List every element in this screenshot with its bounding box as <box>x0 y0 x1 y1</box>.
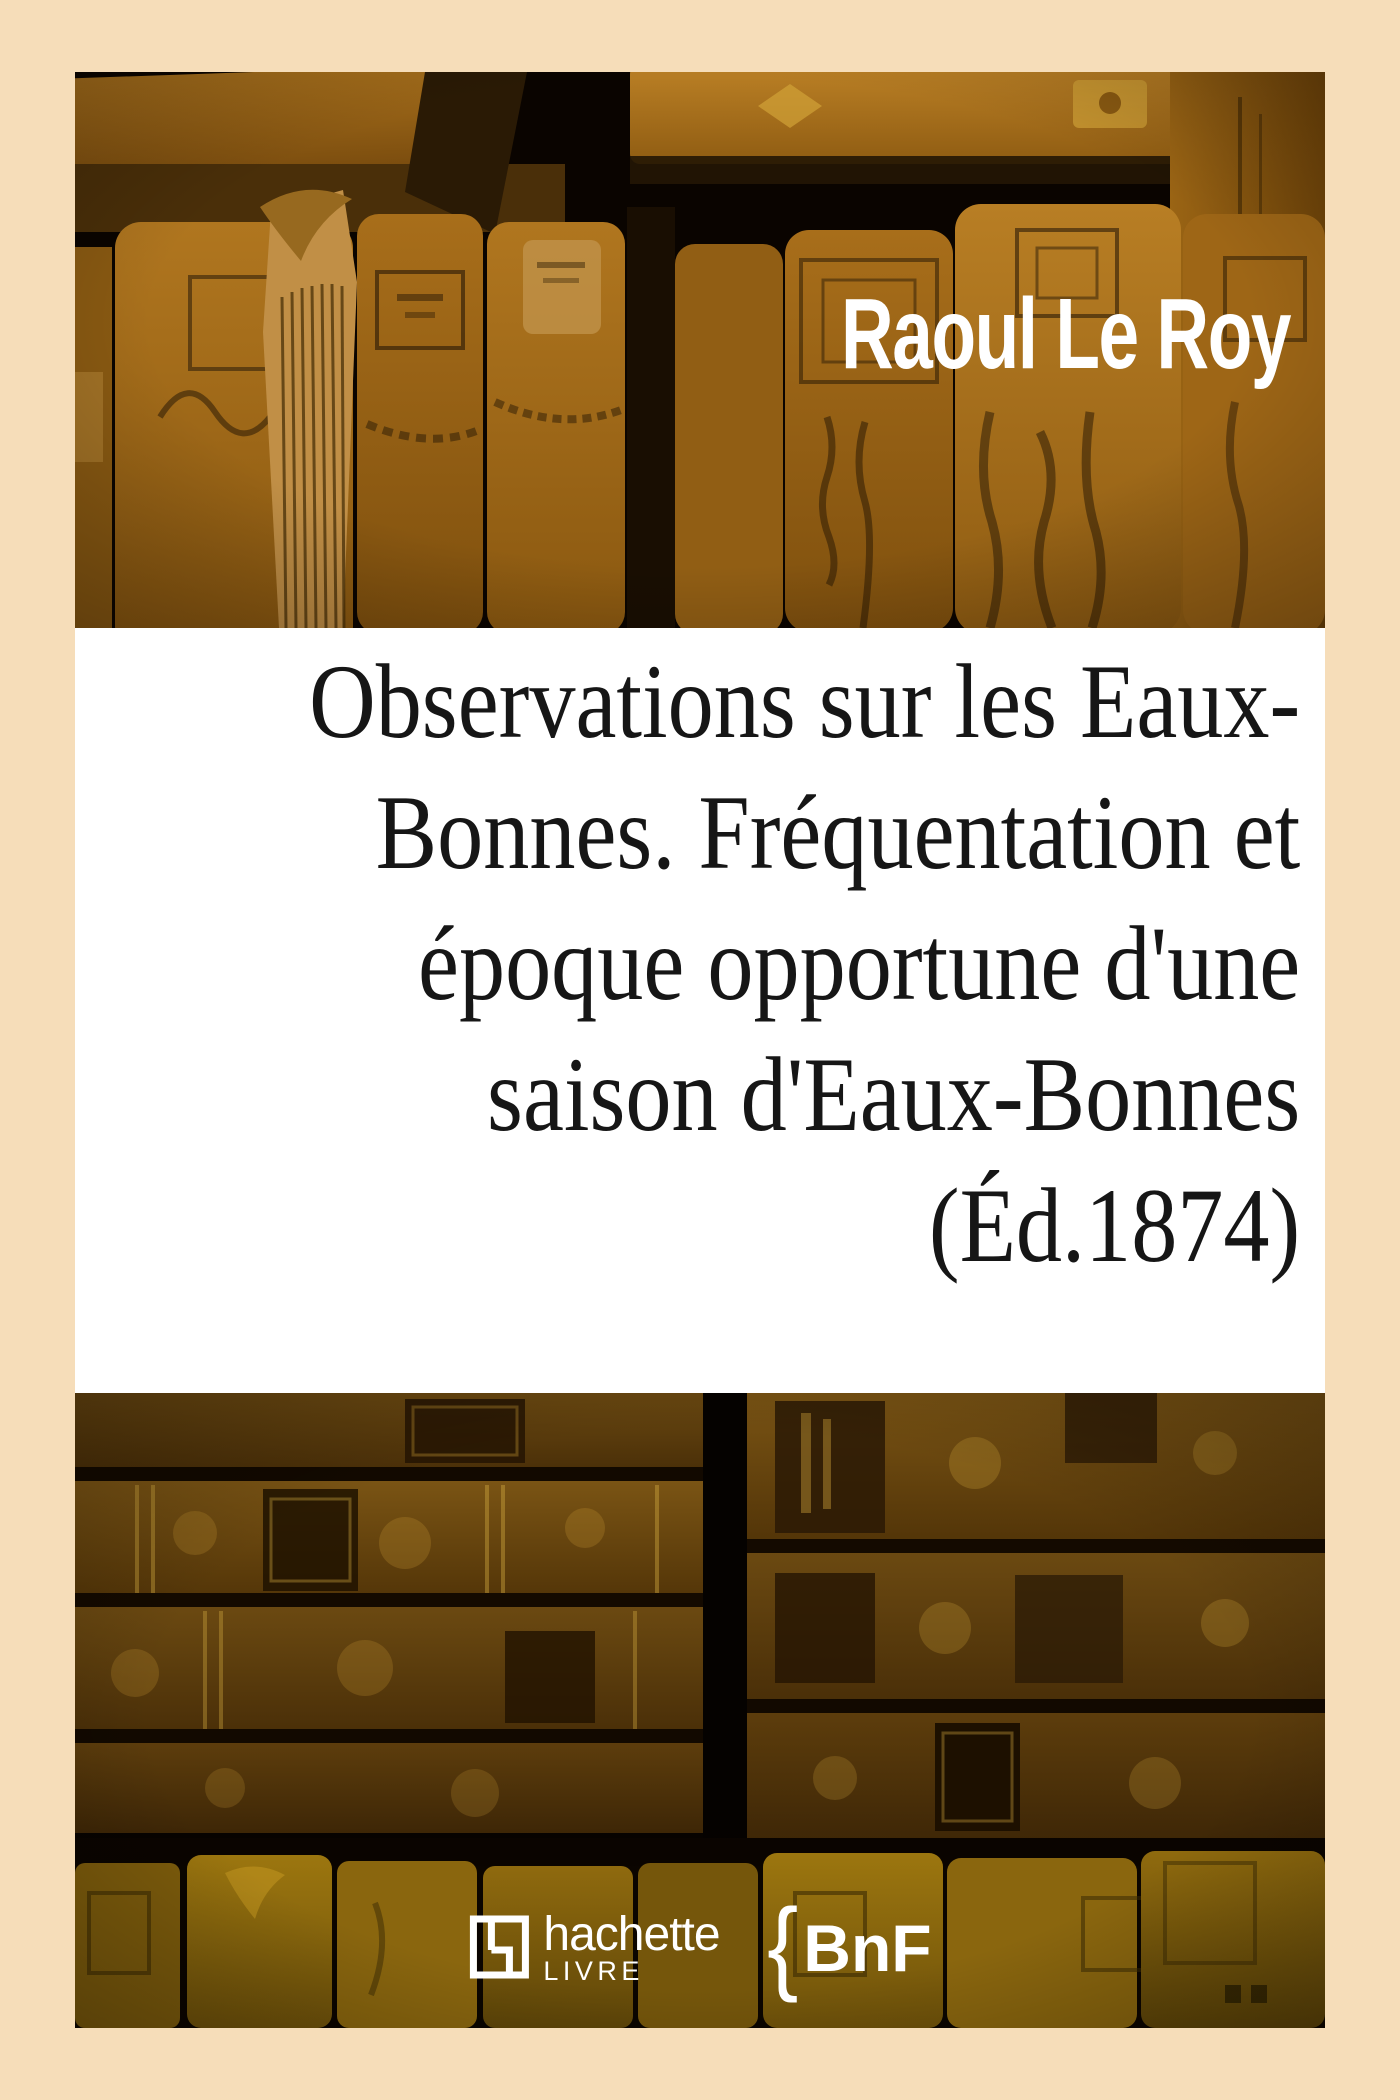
bnf-wordmark: BnF <box>803 1911 932 1985</box>
author-name: Raoul Le Roy <box>841 278 1290 390</box>
book-title <box>309 636 1300 1291</box>
book-cover <box>75 72 1325 2028</box>
title-band <box>75 628 1325 1393</box>
title-line: Bonnes. Fréquentation et <box>375 774 1300 891</box>
title-line: Observations sur les Eaux- <box>308 643 1300 760</box>
title-line: saison d'Eaux-Bonnes <box>486 1036 1301 1153</box>
bnf-bracket-icon: { <box>767 1888 799 2004</box>
publisher-name: hachette <box>543 1908 720 1961</box>
old-books-photo-bottom <box>75 1393 1325 2028</box>
title-line: époque opportune d'une <box>417 905 1301 1022</box>
publisher-sub-label: LIVRE <box>543 1956 644 1986</box>
edition-year: (Éd.1874) <box>928 1167 1300 1284</box>
